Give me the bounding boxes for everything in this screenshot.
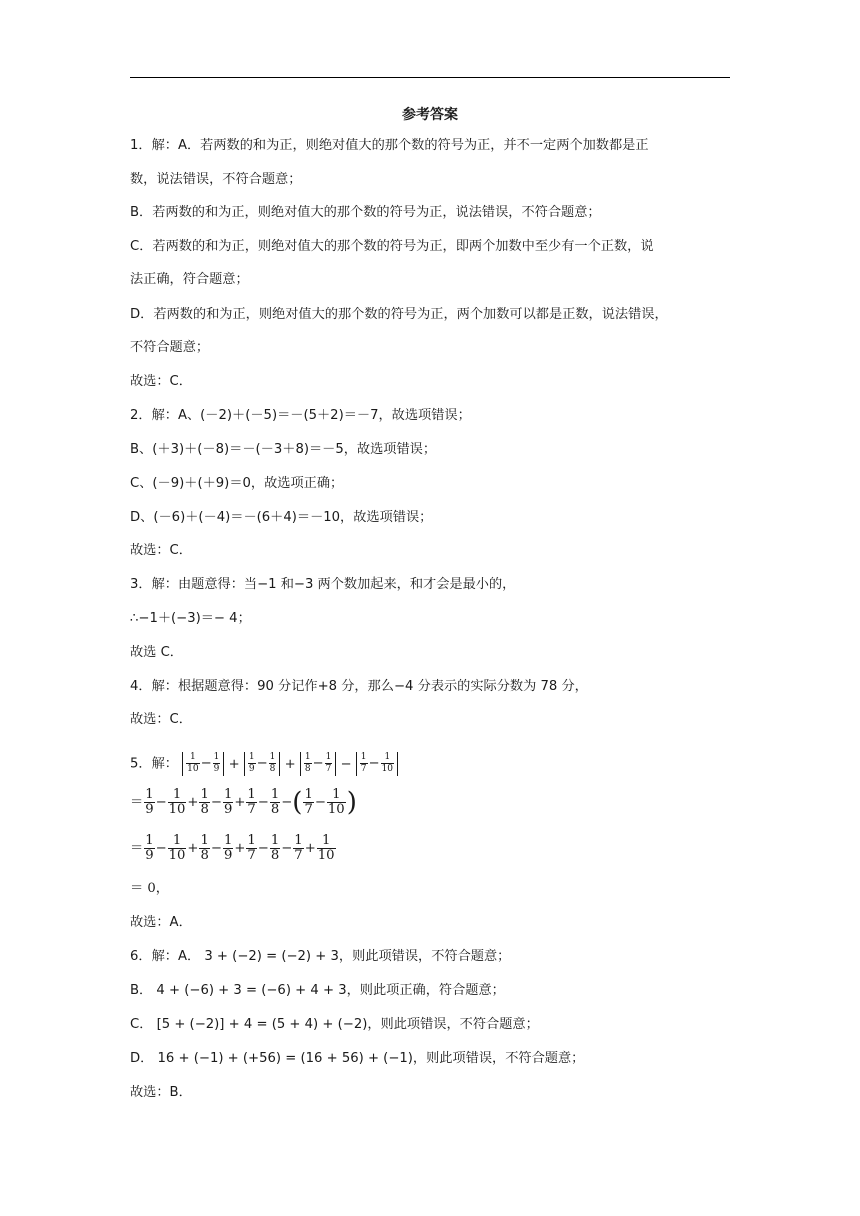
frac-num: 1 [381,752,394,764]
q5-prefix: 5．解： [130,756,178,772]
frac-den: 8 [304,764,311,774]
frac-den: 8 [200,848,209,863]
equals: ＝ [130,841,144,856]
q5-line-2: ＝ $\frac{1}{9}$ − $\frac{1}{10}$ + $\frac{1}{8}$ − $\frac{1}{9}$ + $\frac{1}{7}$ − $\frac{1}{8}$ −( $\frac{1}{7}$ − $\frac{1}{10}$ ) [130,787,357,818]
frac-num: 1 [248,752,255,762]
frac-den: 7 [294,848,303,863]
q5-answer: 故选：A． [130,915,192,930]
frac-den: 8 [270,848,280,863]
frac-num: 1 [213,752,220,762]
abs-4: $\frac{1}{7}$ − $\frac{1}{10}$ [356,752,398,776]
page-title: 参考答案 [402,107,458,123]
q6-ans: 故选：B． [130,1085,192,1100]
frac-den: 7 [304,802,313,817]
q1-a-1: 1．解：A．若两数的和为正，则绝对值大的那个数的符号为正，并不一定两个加数都是正 [130,138,649,153]
frac-num: 1 [360,752,367,762]
q1-c-1: C．若两数的和为正，则绝对值大的那个数的符号为正，即两个加数中至少有一个正数，说 [130,239,654,254]
q3-2: ∴−1＋(−3)＝− 4； [130,611,251,626]
frac-den: 10 [381,764,394,774]
frac-den: 10 [187,764,199,774]
frac-den: 9 [145,848,154,863]
q4-ans: 故选：C． [130,712,192,727]
frac-den: 10 [168,848,186,863]
equals: ＝ [130,795,144,810]
frac-den: 10 [168,802,186,817]
frac-den: 8 [270,802,280,817]
q2-c: C、(－9)＋(＋9)＝0，故选项正确； [130,476,344,491]
frac-den: 8 [269,764,276,774]
q6-a: 6．解：A． 3 + (−2) = (−2) + 3，则此项错误，不符合题意； [130,949,511,964]
q3-1: 3．解：由题意得：当−1 和−3 两个数加起来，和才会是最小的， [130,577,516,592]
frac-num: 1 [270,833,280,848]
q2-d: D、(－6)＋(－4)＝－(6＋4)＝－10，故选项错误； [130,510,433,525]
abs-3: $\frac{1}{8}$ − $\frac{1}{7}$ [300,752,337,776]
q2-a: 2．解：A、(－2)＋(－5)＝－(5＋2)＝－7，故选项错误； [130,408,471,423]
frac-den: 9 [145,802,154,817]
frac-num: 1 [247,787,256,802]
q1-a-2: 数，说法错误，不符合题意； [130,172,302,187]
frac-den: 10 [327,802,345,817]
frac-den: 9 [223,848,233,863]
frac-num: 1 [247,833,256,848]
frac-den: 7 [360,764,367,774]
frac-num: 1 [304,787,313,802]
q3-ans: 故选 C． [130,645,183,660]
abs-2: $\frac{1}{9}$ − $\frac{1}{8}$ [244,752,281,776]
frac-den: 7 [247,848,256,863]
q2-ans: 故选：C． [130,543,192,558]
frac-num: 1 [168,788,187,803]
frac-den: 9 [248,764,255,774]
frac-num: 1 [145,833,154,848]
q1-ans: 故选：C． [130,374,192,389]
q1-d-2: 不符合题意； [130,340,210,355]
q6-b: B． 4 + (−6) + 3 = (−6) + 4 + 3，则此项正确，符合题意； [130,983,505,998]
frac-den: 10 [317,848,335,863]
frac-num: 1 [223,787,233,802]
q1-b: B．若两数的和为正，则绝对值大的那个数的符号为正，说法错误，不符合题意； [130,205,601,220]
frac-den: 8 [200,802,209,817]
frac-num: 1 [200,833,209,848]
q1-c-2: 法正确，符合题意； [130,272,249,287]
q6-d: D． 16 + (−1) + (+56) = (16 + 56) + (−1)，则此项错误，不符合题意； [130,1051,585,1066]
q2-b: B、(＋3)＋(－8)＝－(－3＋8)＝－5，故选项错误； [130,442,437,457]
q5-line-4: ＝ 0， [130,881,169,896]
frac-den: 9 [223,802,233,817]
frac-num: 1 [168,834,187,849]
frac-num: 1 [269,752,276,762]
q5-line-3: ＝ $\frac{1}{9}$ − $\frac{1}{10}$ + $\frac{1}{8}$ − $\frac{1}{9}$ + $\frac{1}{7}$ − $\frac{1}{8}$ − $\frac{1}{7}$ + $\frac{1}{10}$ [130,833,335,863]
frac-num: 1 [317,834,336,849]
abs-1: $\frac{1}{10}$ − $\frac{1}{9}$ [182,752,224,776]
frac-num: 1 [145,787,154,802]
frac-num: 1 [186,752,199,764]
frac-den: 9 [213,764,220,774]
q6-c: C． [5 + (−2)] + 4 = (5 + 4) + (−2)，则此项错误，不符合题意； [130,1017,539,1032]
frac-den: 7 [247,802,256,817]
frac-num: 1 [325,752,332,762]
frac-num: 1 [304,752,311,762]
q5-line-1: 5．解： $\frac{1}{10}$ − $\frac{1}{9}$ + $\frac{1}{9}$ − $\frac{1}{8}$ + $\frac{1}{8}$ − $\frac{1}{7}$ − $\frac{1}{7}$ − $\frac{1}{10}$ [130,752,398,776]
frac-num: 1 [200,787,209,802]
q1-d-1: D．若两数的和为正，则绝对值大的那个数的符号为正，两个加数可以都是正数，说法错误， [130,307,668,322]
frac-num: 1 [270,787,280,802]
frac-num: 1 [223,833,233,848]
q4-1: 4．解：根据题意得：90 分记作+8 分，那么−4 分表示的实际分数为 78 分， [130,679,588,694]
frac-num: 1 [327,788,346,803]
header-rule [130,77,730,78]
frac-num: 1 [294,833,303,848]
frac-den: 7 [325,764,332,774]
